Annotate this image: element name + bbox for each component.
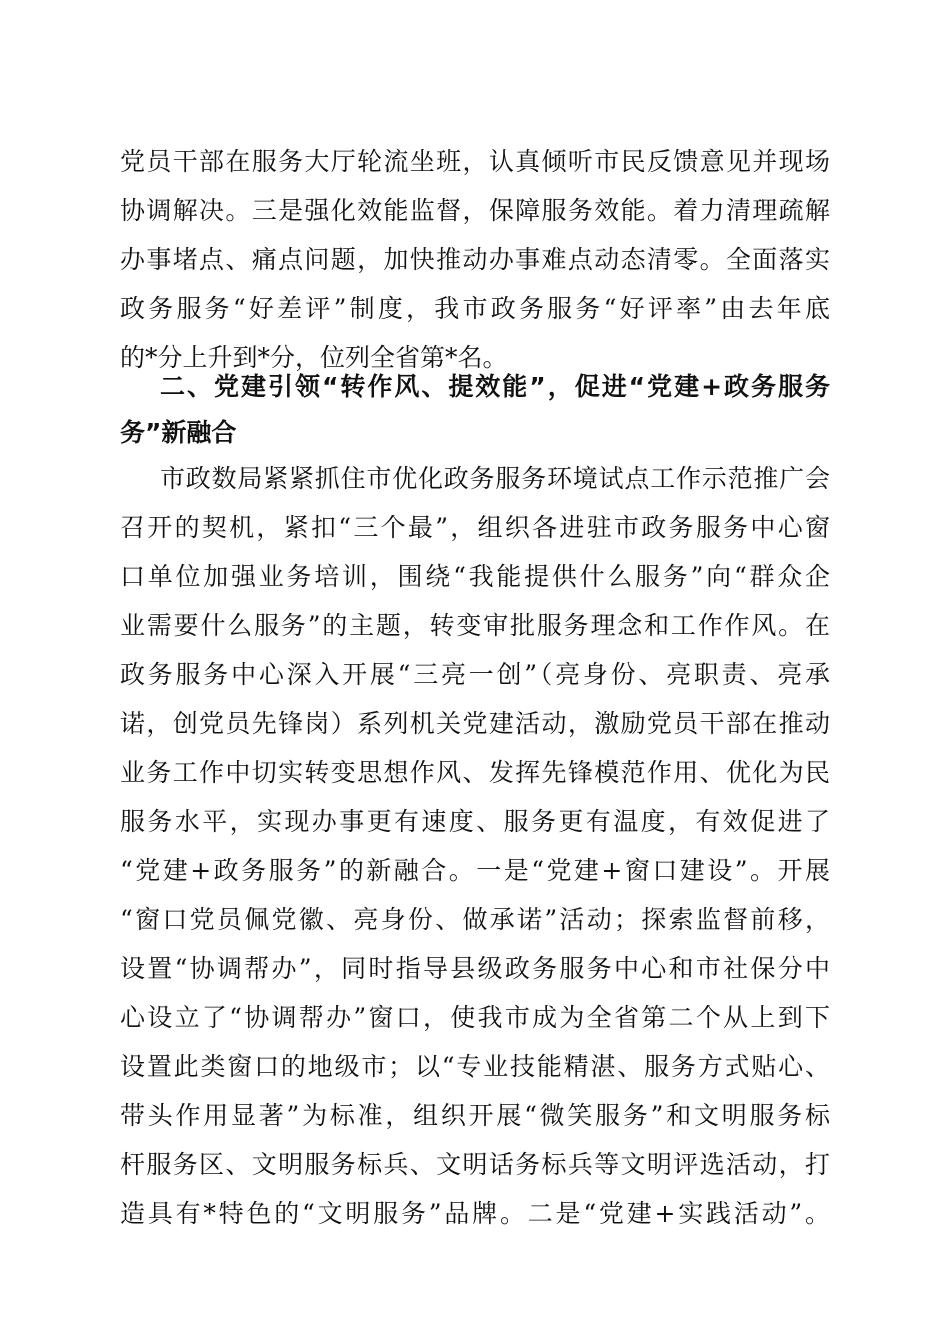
body-text-line: “窗口党员佩党徽、亮身份、做承诺”活动；探索监督前移， (120, 905, 830, 934)
body-text-line: 召开的契机，紧扣“三个最”，组织各进驻市政务服务中心窗 (120, 513, 830, 542)
body-text-line: 口单位加强业务培训，围绕“我能提供什么服务”向“群众企 (120, 562, 830, 591)
body-text-line: 诺，创党员先锋岗）系列机关党建活动，激励党员干部在推动 (120, 709, 830, 738)
body-text-line: 心设立了“协调帮办”窗口，使我市成为全省第二个从上到下 (120, 1003, 830, 1032)
body-text-line: 设置此类窗口的地级市；以“专业技能精湛、服务方式贴心、 (120, 1052, 830, 1081)
body-text-line: 业务工作中切实转变思想作风、发挥先锋模范作用、优化为民 (120, 758, 830, 787)
section-heading-line: 务”新融合 (120, 418, 237, 447)
body-text-line: 服务水平，实现办事更有速度、服务更有温度，有效促进了 (120, 807, 830, 836)
body-text-line: “党建+政务服务”的新融合。一是“党建+窗口建设”。开展 (120, 856, 830, 885)
body-text-line: 党员干部在服务大厅轮流坐班，认真倾听市民反馈意见并现场 (120, 147, 830, 176)
body-text-line: 设置“协调帮办”，同时指导县级政务服务中心和市社保分中 (120, 954, 830, 983)
body-text-line: 政务服务“好差评”制度，我市政务服务“好评率”由去年底 (120, 294, 830, 323)
body-text-line: 造具有*特色的“文明服务”品牌。二是“党建+实践活动”。 (120, 1199, 830, 1228)
body-text-line: 协调解决。三是强化效能监督，保障服务效能。着力清理疏解 (120, 196, 830, 225)
body-text-line: 的*分上升到*分，位列全省第*名。 (120, 343, 508, 372)
body-text-line: 杆服务区、文明服务标兵、文明话务标兵等文明评选活动，打 (120, 1150, 830, 1179)
body-text-line: 带头作用显著”为标准，组织开展“微笑服务”和文明服务标 (120, 1101, 830, 1130)
body-text-line: 办事堵点、痛点问题，加快推动办事难点动态清零。全面落实 (120, 245, 830, 274)
section-heading-line: 二、党建引领“转作风、提效能”，促进“党建+政务服务 (160, 372, 830, 401)
body-text-line: 业需要什么服务”的主题，转变审批服务理念和工作作风。在 (120, 611, 830, 640)
body-text-line: 市政数局紧紧抓住市优化政务服务环境试点工作示范推广会 (160, 464, 830, 493)
body-text-line: 政务服务中心深入开展“三亮一创”（亮身份、亮职责、亮承 (120, 660, 830, 689)
